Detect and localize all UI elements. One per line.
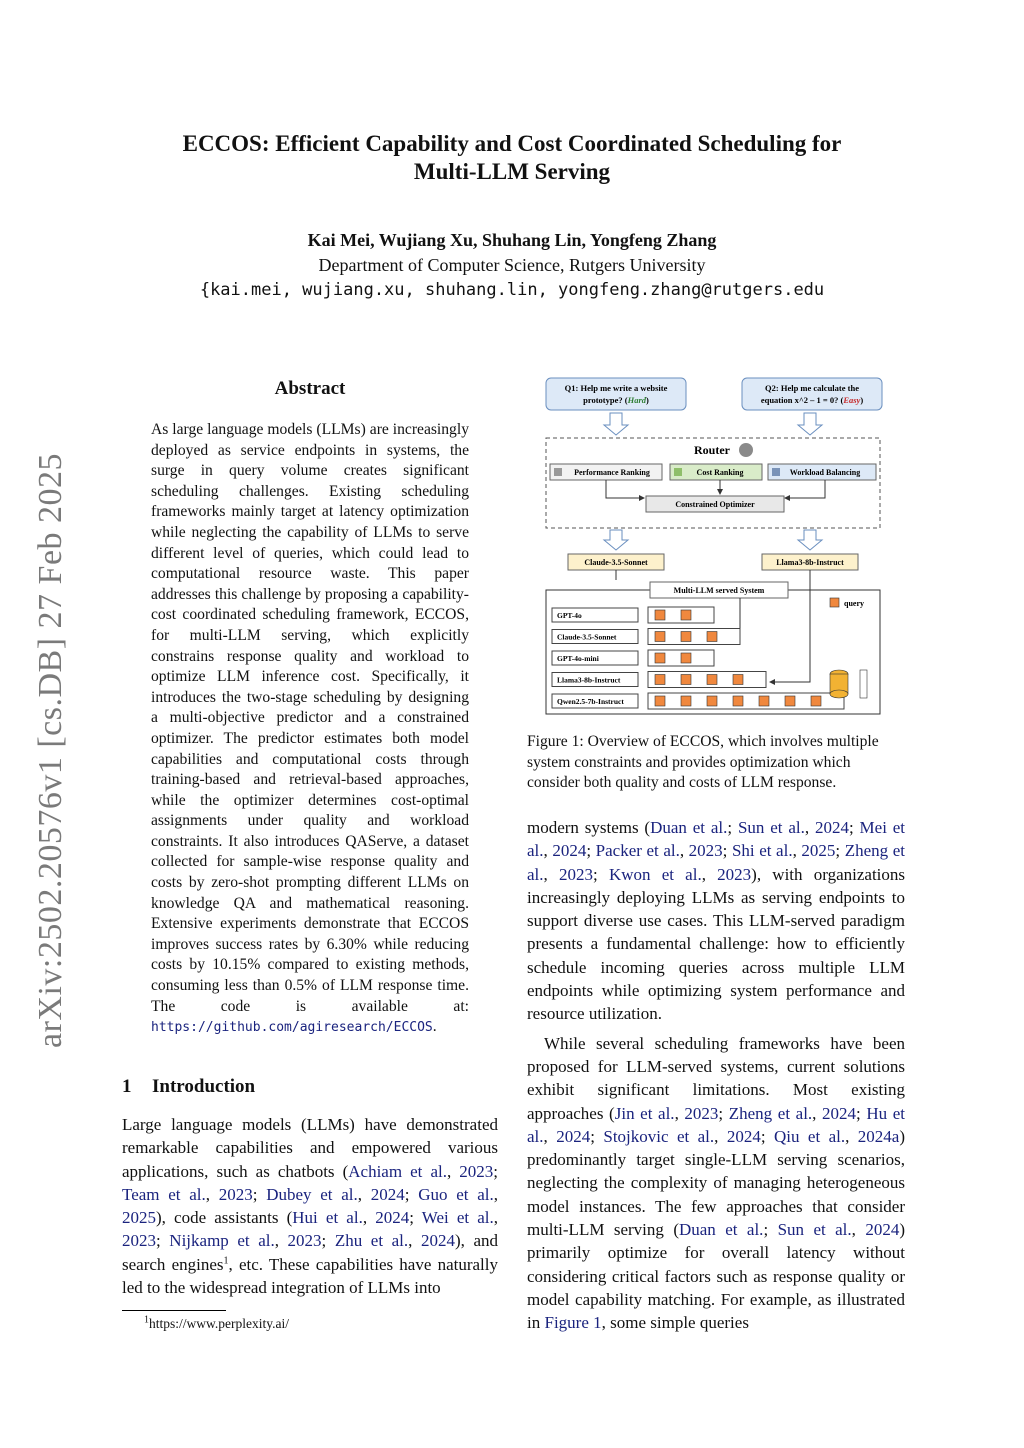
citation[interactable]: Wei et al. <box>421 1208 494 1228</box>
footnote-number: 1 <box>144 1314 149 1326</box>
query-cell <box>759 696 769 706</box>
body-text: ), with organizations increasingly deploying LLMs as serving endpoints to support diverse use cases. This LLM-served paradigm presents a fundamental challenge: how to efficiently schedule incoming queries across multiple LLM endpoints while optimizing system performance and resource utilization. <box>527 864 906 1024</box>
query-cell <box>681 632 691 642</box>
sep: , <box>701 864 718 884</box>
database-icon <box>830 670 867 698</box>
paragraph <box>527 1032 905 1335</box>
sep: ; <box>321 1231 335 1251</box>
query-cell <box>655 653 665 663</box>
connector <box>726 598 740 632</box>
body-text: , some simple queries <box>601 1313 749 1333</box>
sep: ; <box>586 841 596 861</box>
citation-year[interactable]: 2025 <box>122 1208 156 1228</box>
footnote-mark[interactable]: 1 <box>223 1255 229 1267</box>
query-cell <box>733 696 743 706</box>
router-label: Router <box>694 443 730 457</box>
legend-label: query <box>844 599 864 608</box>
arxiv-stamp: arXiv:2502.20576v1 [cs.DB] 27 Feb 2025 <box>32 452 69 1048</box>
citation[interactable]: Zheng et al. <box>527 841 905 884</box>
query-cell <box>681 610 691 620</box>
query-cell <box>655 610 665 620</box>
q1-text: prototype? ( <box>583 395 628 405</box>
sep: , <box>851 1220 866 1240</box>
query-cell <box>681 696 691 706</box>
citation[interactable]: Duan et al. <box>650 818 728 837</box>
sep: , <box>493 1208 499 1228</box>
citation[interactable]: Sun et al. <box>737 818 805 837</box>
citation-year[interactable]: 2024 <box>865 1220 900 1240</box>
output-left-label: Claude-3.5-Sonnet <box>584 558 648 567</box>
sep: , <box>543 864 559 884</box>
citation[interactable]: Packer et al. <box>595 841 680 861</box>
sep: , <box>493 1184 498 1204</box>
sep: ; <box>409 1208 422 1228</box>
sep: ; <box>718 1103 729 1123</box>
citation-year[interactable]: 2024 <box>375 1208 410 1228</box>
citation[interactable]: Qiu et al. <box>773 1126 846 1146</box>
sep: ; <box>493 1161 499 1181</box>
paragraph <box>527 816 905 1026</box>
sep: ; <box>252 1184 267 1204</box>
sep: ; <box>848 818 860 837</box>
citation-year[interactable]: 2024 <box>556 1126 591 1146</box>
sep: , <box>674 1103 685 1123</box>
down-arrow-icon <box>798 413 822 435</box>
connector <box>606 480 644 498</box>
query-cell <box>707 696 717 706</box>
sep: ; <box>763 1220 778 1240</box>
citation[interactable]: Hu et al. <box>527 1103 906 1146</box>
citation-year[interactable]: 2023 <box>218 1184 253 1204</box>
query-cell <box>811 696 821 706</box>
balance-icon <box>772 468 780 476</box>
chart-icon <box>554 468 562 476</box>
intro-paragraph <box>122 1113 498 1299</box>
sep: , <box>362 1208 376 1228</box>
down-arrow-icon <box>798 530 822 550</box>
citation[interactable]: Dubey et al. <box>266 1184 358 1204</box>
citation[interactable]: Guo et al. <box>418 1184 494 1204</box>
section-number: 1 <box>122 1076 132 1097</box>
abstract-text: As large language models (LLMs) are increasingly deployed as service endpoints in systems, the surge in query volume creates significant scheduling challenges. Existing scheduling frameworks mainly target at latency optimization while neglecting the capability of LLMs to serve different level of queries, which could lead to computational resource waste. This paper addresses this challenge by proposing a capability-cost coordinated scheduling framework, ECCOS, for multi-LLM serving, which explicitly constrains response quality and workload to optimize LLM inference cost. Specifically, it introduces the two-stage scheduling by designing a multi-objective predictor and a constrained optimizer. The predictor estimates both model capabilities and computational costs through training-based and retrieval-based approaches, while the optimizer determines cost-optimal assignments under quality and workload constraints. It also introduces QAServe, a dataset collected for sample-wise response quality and costs by zero-shot prompting different LLMs on knowledge QA and mathematical reasoning. Extensive experiments demonstrate that ECCOS improves success rates by 6.30% while reducing costs by 10.15% compared to existing methods, consuming less than 0.5% of LLM response time. The code is available at: <box>151 421 469 1015</box>
sep: , <box>446 1161 460 1181</box>
footnote-rule <box>122 1310 226 1311</box>
body-text: ) primarily optimize for overall latency without considering critical factors such as response quality or model capability matching. For example, as illustrated in <box>527 1220 905 1333</box>
figure-ref[interactable]: Figure 1 <box>544 1313 602 1333</box>
sep: , <box>357 1184 371 1204</box>
citation-year[interactable]: 2024 <box>726 1126 761 1146</box>
abstract-period: . <box>432 1018 437 1036</box>
cost-icon <box>674 468 682 476</box>
sep: ; <box>760 1126 774 1146</box>
system-label: Multi-LLM served System <box>673 586 765 595</box>
constrained-optimizer-label: Constrained Optimizer <box>675 500 755 509</box>
q2-line2 <box>761 395 864 405</box>
sep: ; <box>593 864 609 884</box>
citation-year[interactable]: 2024a <box>857 1126 900 1146</box>
sep: , <box>792 841 802 861</box>
citation-year[interactable]: 2025 <box>801 841 836 861</box>
sep: ; <box>727 818 738 837</box>
citation-year[interactable]: 2023 <box>287 1231 322 1251</box>
sep: ; <box>722 841 732 861</box>
abstract-body <box>151 420 469 1039</box>
intro-text: , etc. These capabilities have naturally led to the widespread integration of LLMs into <box>122 1254 498 1298</box>
citation[interactable]: Shi et al. <box>731 841 793 861</box>
sep: , <box>543 1126 557 1146</box>
intro-text: ), code assistants ( <box>156 1208 293 1228</box>
section-heading <box>122 1076 255 1098</box>
model-name: GPT-4o-mini <box>557 654 599 663</box>
q2-line1: Q2: Help me calculate the <box>765 383 859 393</box>
right-column-text <box>527 816 905 1335</box>
title-line-1: ECCOS: Efficient Capability and Cost Coordinated Scheduling for <box>182 131 842 156</box>
model-name: GPT-4o <box>557 611 582 620</box>
query-cell <box>707 632 717 642</box>
sep: ; <box>156 1231 170 1251</box>
citation-year[interactable]: 2024 <box>370 1184 405 1204</box>
q2-end: ) <box>860 395 864 405</box>
query-cell <box>707 675 717 685</box>
q1-line1: Q1: Help me write a website <box>564 383 668 393</box>
down-arrow-icon <box>604 530 628 550</box>
citation-year[interactable]: 2023 <box>122 1231 156 1251</box>
sep: , <box>679 841 689 861</box>
body-text: ) predominantly target single-LLM serving scenarios, neglecting the complexity of managing heterogeneous model instances. The few approaches that consider multi-LLM serving ( <box>527 1126 905 1240</box>
title-line-2: Multi-LLM Serving <box>413 159 611 184</box>
sep: , <box>714 1126 727 1146</box>
query-cell <box>655 675 665 685</box>
intro-text: Large language models (LLMs) have demonstrated remarkable capabilities and empowered various applications, such as chatbots ( <box>122 1115 498 1181</box>
sep: , <box>543 841 553 861</box>
cost-ranking-label: Cost Ranking <box>696 468 744 477</box>
citation[interactable]: Achiam et al. <box>348 1161 447 1181</box>
query-cell <box>681 653 691 663</box>
citation-year[interactable]: 2023 <box>559 864 593 884</box>
footnote <box>144 1316 289 1332</box>
citation[interactable]: Hui et al. <box>292 1208 363 1228</box>
query-cell <box>681 675 691 685</box>
model-rows <box>552 607 844 709</box>
citation-year[interactable]: 2024 <box>814 818 849 837</box>
query-cell <box>733 675 743 685</box>
citation[interactable]: Sun et al. <box>777 1220 852 1240</box>
intro-text: ), and search engines <box>122 1231 499 1274</box>
paper-title <box>0 130 1024 186</box>
citation[interactable]: Team et al. <box>122 1184 206 1204</box>
citation[interactable]: Jin et al. <box>614 1103 675 1123</box>
legend-swatch <box>830 598 839 607</box>
citation[interactable]: Mei et al. <box>527 818 906 861</box>
sep: , <box>274 1231 288 1251</box>
sep: , <box>408 1231 421 1251</box>
affiliation: Department of Computer Science, Rutgers University <box>318 255 706 275</box>
abstract-heading: Abstract <box>274 378 346 399</box>
citation-year[interactable]: 2023 <box>459 1161 494 1181</box>
query-cell <box>655 696 665 706</box>
citation[interactable]: Kwon et al. <box>608 864 702 884</box>
sep: ; <box>835 841 845 861</box>
emails: {kai.mei, wujiang.xu, shuhang.lin, yongfeng.zhang@rutgers.edu <box>199 280 825 300</box>
citation[interactable]: Zheng et al. <box>728 1103 813 1123</box>
figure-caption: Figure 1: Overview of ECCOS, which involves multiple system constraints and provides optimization which consider both quality and costs of LLM response. <box>527 733 879 792</box>
sep: ; <box>856 1103 867 1123</box>
footnote-text: https://www.perplexity.ai/ <box>149 1316 289 1331</box>
citation-year[interactable]: 2023 <box>688 841 723 861</box>
citation-year[interactable]: 2024 <box>822 1103 857 1123</box>
sep: , <box>845 1126 858 1146</box>
sep: ; <box>590 1126 604 1146</box>
body-text: While several scheduling frameworks have been proposed for LLM-served systems, current solutions exhibit significant limitations. Most existing approaches ( <box>527 1033 905 1123</box>
q1-end: ) <box>646 395 649 405</box>
q2-text: equation x^2 – 1 = 0? ( <box>760 395 844 405</box>
sep: , <box>804 818 815 837</box>
model-name: Llama3-8b-Instruct <box>557 675 621 685</box>
body-text: modern systems ( <box>527 818 651 837</box>
router-icon <box>739 443 753 457</box>
code-link[interactable]: https://github.com/agiresearch/ECCOS <box>151 1020 433 1036</box>
q1-tag: Hard <box>627 395 647 405</box>
citation[interactable]: Duan et al. <box>678 1220 764 1240</box>
q1-line2 <box>583 395 649 405</box>
connector <box>785 480 825 498</box>
down-arrow-icon <box>604 413 628 435</box>
performance-ranking-label: Performance Ranking <box>574 468 650 477</box>
citation-year[interactable]: 2024 <box>420 1231 455 1251</box>
section-title: Introduction <box>152 1076 256 1097</box>
citation-year[interactable]: 2023 <box>684 1103 719 1123</box>
citation-year[interactable]: 2023 <box>717 864 752 884</box>
q2-tag: Easy <box>843 395 861 405</box>
output-right-label: Llama3-8b-Instruct <box>776 558 844 567</box>
figure-1 <box>530 372 900 722</box>
sep: , <box>812 1103 823 1123</box>
workload-balancing-label: Workload Balancing <box>789 468 861 477</box>
citation-year[interactable]: 2024 <box>552 841 587 861</box>
authors: Kai Mei, Wujiang Xu, Shuhang Lin, Yongfeng Zhang <box>307 230 717 250</box>
citation[interactable]: Nijkamp et al. <box>169 1231 275 1251</box>
citation[interactable]: Stojkovic et al. <box>603 1126 715 1146</box>
sep: ; <box>404 1184 419 1204</box>
query-cell <box>655 632 665 642</box>
model-name: Qwen2.5-7b-Instruct <box>557 697 624 706</box>
query-cell <box>785 696 795 706</box>
model-name: Claude-3.5-Sonnet <box>557 632 617 642</box>
citation[interactable]: Zhu et al. <box>334 1231 409 1251</box>
sep: , <box>205 1184 219 1204</box>
